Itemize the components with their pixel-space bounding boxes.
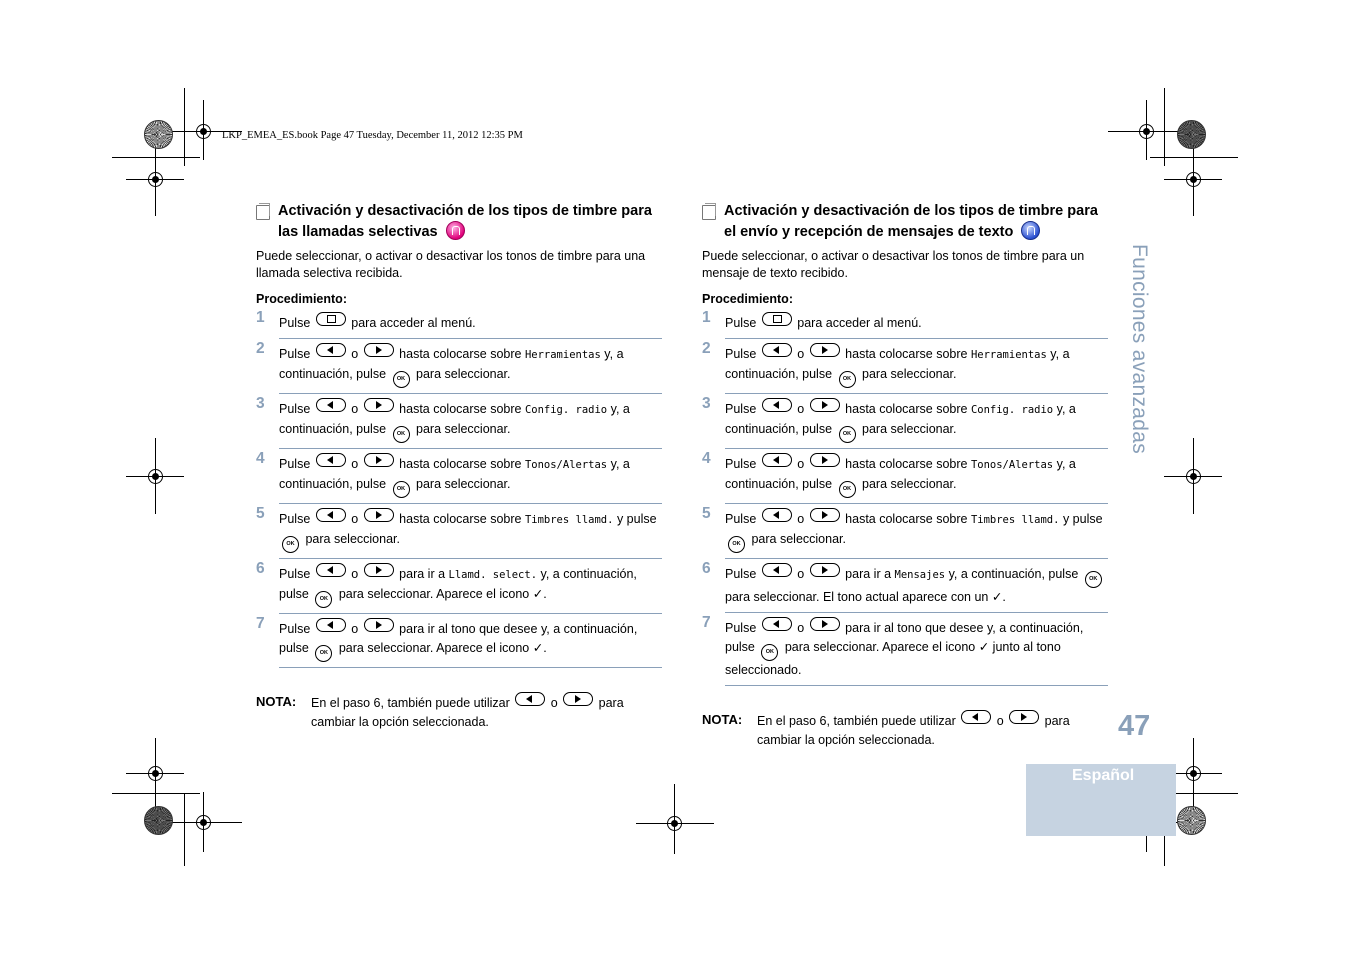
step-number: 4 xyxy=(702,450,711,467)
right-arrow-key-icon xyxy=(810,508,840,522)
menu-item-name: Herramientas xyxy=(524,349,601,361)
left-arrow-key-icon xyxy=(316,508,346,522)
left-arrow-key-icon xyxy=(762,398,792,412)
right-arrow-key-icon xyxy=(563,692,593,706)
left-arrow-key-icon xyxy=(961,710,991,724)
ok-key-icon: OK xyxy=(315,645,332,662)
right-arrow-key-icon xyxy=(364,618,394,632)
step-6: 6 Pulse o para ir a Mensajes y, a continuación, pulse OK para seleccionar. El tono actual aparece con un ✓. xyxy=(702,559,1108,613)
step-number: 1 xyxy=(702,309,711,326)
step-1: 1 Pulse para acceder al menú. xyxy=(256,308,662,339)
left-arrow-key-icon xyxy=(762,617,792,631)
step-6: 6 Pulse o para ir a Llamd. select. y, a continuación, pulse OK para seleccionar. Aparece el icono ✓. xyxy=(256,559,662,614)
right-arrow-key-icon xyxy=(364,508,394,522)
step-3: 3 Pulse o hasta colocarse sobre Config. radio y, a continuación, pulse OK para seleccionar. xyxy=(702,394,1108,449)
step-number: 5 xyxy=(256,505,265,522)
right-arrow-key-icon xyxy=(810,563,840,577)
step-5: 5 Pulse o hasta colocarse sobre Timbres llamd. y pulse OK para seleccionar. xyxy=(702,504,1108,559)
step-number: 3 xyxy=(702,395,711,412)
step-number: 7 xyxy=(256,615,265,632)
menu-item-name: Tonos/Alertas xyxy=(524,459,608,471)
right-column xyxy=(702,202,1108,750)
left-arrow-key-icon xyxy=(316,453,346,467)
procedure-steps xyxy=(256,308,662,668)
procedure-label: Procedimiento: xyxy=(256,292,347,306)
menu-item-name: Timbres llamd. xyxy=(970,514,1060,526)
right-arrow-key-icon xyxy=(810,617,840,631)
page-number: 47 xyxy=(1118,710,1151,742)
ok-key-icon: OK xyxy=(1085,571,1102,588)
step-number: 1 xyxy=(256,309,265,326)
selective-call-feature-icon xyxy=(446,221,465,240)
note: NOTA: En el paso 6, también puede utilizar o para cambiar la opción seleccionada. xyxy=(256,694,624,729)
left-arrow-key-icon xyxy=(762,453,792,467)
step-7: 7 Pulse o para ir al tono que desee y, a continuación, pulse OK para seleccionar. Aparece el icono ✓ junto al tono seleccionado. xyxy=(702,613,1108,686)
step-number: 6 xyxy=(256,560,265,577)
book-header-line: LKP_EMEA_ES.book Page 47 Tuesday, December 11, 2012 12:35 PM xyxy=(222,130,523,141)
right-arrow-key-icon xyxy=(364,343,394,357)
note: NOTA: En el paso 6, también puede utilizar o para cambiar la opción seleccionada. xyxy=(702,712,1070,747)
procedure-label: Procedimiento: xyxy=(702,292,793,306)
step-7: 7 Pulse o para ir al tono que desee y, a continuación, pulse OK para seleccionar. Aparece el icono ✓. xyxy=(256,614,662,668)
step-number: 2 xyxy=(702,340,711,357)
ok-key-icon: OK xyxy=(728,536,745,553)
step-number: 6 xyxy=(702,560,711,577)
ok-key-icon: OK xyxy=(761,644,778,661)
text-message-feature-icon xyxy=(1021,221,1040,240)
step-number: 2 xyxy=(256,340,265,357)
menu-item-name: Config. radio xyxy=(524,404,608,416)
left-arrow-key-icon xyxy=(316,618,346,632)
section-marker-icon xyxy=(702,205,716,220)
step-number: 3 xyxy=(256,395,265,412)
ok-key-icon: OK xyxy=(315,591,332,608)
menu-item-name: Timbres llamd. xyxy=(524,514,614,526)
ok-key-icon: OK xyxy=(839,426,856,443)
step-number: 7 xyxy=(702,614,711,631)
step-2: 2 Pulse o hasta colocarse sobre Herramientas y, a continuación, pulse OK para seleccionar. xyxy=(256,339,662,394)
language-label: Español xyxy=(1072,767,1135,784)
note-label: NOTA: xyxy=(702,712,743,727)
left-arrow-key-icon xyxy=(316,563,346,577)
ok-key-icon: OK xyxy=(393,426,410,443)
section-title: Activación y desactivación de los tipos de timbre para el envío y recepción de mensajes de texto xyxy=(702,202,1108,242)
left-column xyxy=(256,202,662,732)
step-4: 4 Pulse o hasta colocarse sobre Tonos/Alertas y, a continuación, pulse OK para seleccionar. xyxy=(256,449,662,504)
section-title: Activación y desactivación de los tipos de timbre para las llamadas selectivas xyxy=(256,202,662,242)
right-arrow-key-icon xyxy=(1009,710,1039,724)
intro-paragraph: Puede seleccionar, o activar o desactivar los tonos de timbre para una llamada selectiva recibida. xyxy=(256,249,646,280)
note-label: NOTA: xyxy=(256,694,297,709)
right-arrow-key-icon xyxy=(810,343,840,357)
left-arrow-key-icon xyxy=(316,343,346,357)
step-2: 2 Pulse o hasta colocarse sobre Herramientas y, a continuación, pulse OK para seleccionar. xyxy=(702,339,1108,394)
menu-key-icon xyxy=(762,312,792,326)
ok-key-icon: OK xyxy=(839,481,856,498)
menu-item-name: Mensajes xyxy=(894,569,946,581)
step-number: 4 xyxy=(256,450,265,467)
left-arrow-key-icon xyxy=(762,343,792,357)
step-5: 5 Pulse o hasta colocarse sobre Timbres llamd. y pulse OK para seleccionar. xyxy=(256,504,662,559)
step-number: 5 xyxy=(702,505,711,522)
section-side-tab: Funciones avanzadas xyxy=(1128,244,1151,454)
ok-key-icon: OK xyxy=(839,371,856,388)
procedure-steps xyxy=(702,308,1108,686)
menu-item-name: Llamd. select. xyxy=(448,569,538,581)
step-3: 3 Pulse o hasta colocarse sobre Config. radio y, a continuación, pulse OK para seleccionar. xyxy=(256,394,662,449)
left-arrow-key-icon xyxy=(762,563,792,577)
left-arrow-key-icon xyxy=(762,508,792,522)
step-4: 4 Pulse o hasta colocarse sobre Tonos/Alertas y, a continuación, pulse OK para seleccionar. xyxy=(702,449,1108,504)
menu-item-name: Tonos/Alertas xyxy=(970,459,1054,471)
intro-paragraph: Puede seleccionar, o activar o desactivar los tonos de timbre para un mensaje de texto recibido. xyxy=(702,249,1085,280)
ok-key-icon: OK xyxy=(282,536,299,553)
right-arrow-key-icon xyxy=(810,453,840,467)
right-arrow-key-icon xyxy=(364,453,394,467)
menu-key-icon xyxy=(316,312,346,326)
right-arrow-key-icon xyxy=(364,563,394,577)
ok-key-icon: OK xyxy=(393,371,410,388)
left-arrow-key-icon xyxy=(316,398,346,412)
ok-key-icon: OK xyxy=(393,481,410,498)
section-marker-icon xyxy=(256,205,270,220)
step-1: 1 Pulse para acceder al menú. xyxy=(702,308,1108,339)
right-arrow-key-icon xyxy=(364,398,394,412)
right-arrow-key-icon xyxy=(810,398,840,412)
language-tab xyxy=(1026,764,1176,836)
left-arrow-key-icon xyxy=(515,692,545,706)
menu-item-name: Herramientas xyxy=(970,349,1047,361)
menu-item-name: Config. radio xyxy=(970,404,1054,416)
